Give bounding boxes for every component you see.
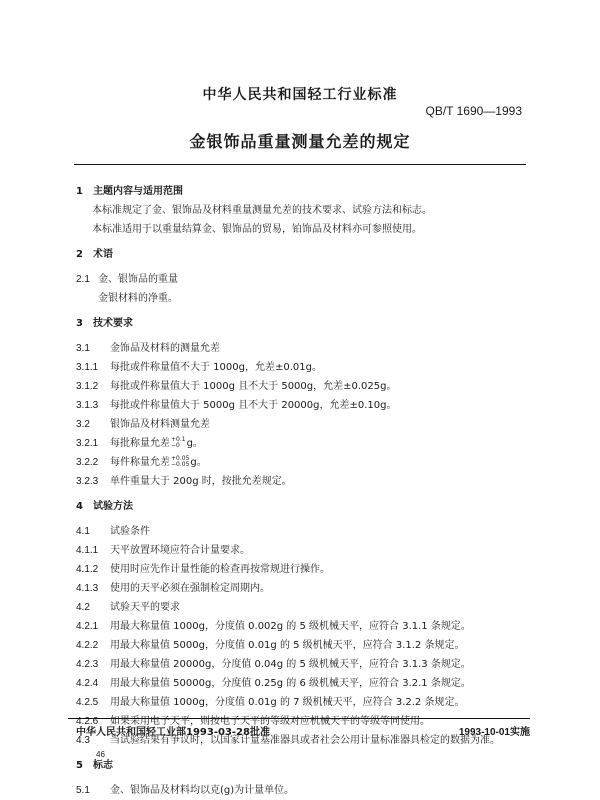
clause-text: 使用的天平必须在强制检定周期内。	[110, 583, 270, 594]
clause-3-2	[76, 415, 528, 434]
clause-4-2-2	[76, 636, 528, 655]
item-number: 3.1.1	[76, 362, 99, 373]
clause-text: 用最大称量值 20000g，分度值 0.04g 的 5 级机械天平，应符合 3.1.3 条规定。	[110, 659, 471, 670]
item-number: 4.2.5	[76, 697, 99, 708]
document-body	[76, 182, 528, 800]
clause-3-2-3	[76, 472, 528, 491]
item-number: 3.2.1	[76, 438, 99, 449]
tolerance-upper: +0.05	[171, 455, 190, 462]
tolerance-stack	[171, 456, 189, 468]
clause-3-2-1	[76, 434, 528, 453]
item-number: 4.2.4	[76, 678, 99, 689]
clause-text: 每批称量允差	[110, 438, 170, 449]
section-1-heading: 1 主题内容与适用范围	[76, 186, 183, 197]
item-number: 4.2	[76, 602, 90, 613]
clause-4-1-1	[76, 541, 528, 560]
clause-4-1-2	[76, 560, 528, 579]
footer-divider	[68, 718, 530, 719]
term-2-1-definition: 金银材料的净重。	[98, 293, 178, 304]
clause-4-2-4	[76, 674, 528, 693]
clause-text: 用最大称量值 1000g，分度值 0.002g 的 5 级机械天平，应符合 3.1.1 条规定。	[110, 621, 471, 632]
clause-3-1	[76, 339, 528, 358]
section-1-paragraph-2: 本标准适用于以重量结算金、银饰品的贸易，铂饰品及材料亦可参照使用。	[92, 224, 422, 235]
item-number: 3.1	[76, 343, 90, 354]
clause-text: 银饰品及材料测量允差	[110, 419, 210, 430]
section-4-heading: 4 试验方法	[76, 501, 133, 512]
clause-text: 每件称量允差	[110, 457, 170, 468]
clause-3-1-2	[76, 377, 528, 396]
clause-text: 每批或件称量值不大于 1000g，允差±0.01g。	[110, 362, 322, 373]
section-5-heading: 5 标志	[76, 760, 113, 771]
clause-text: 用最大称量值 50000g，分度值 0.25g 的 6 级机械天平，应符合 3.2.1 条规定。	[110, 678, 471, 689]
clause-3-1-1	[76, 358, 528, 377]
page-number: 46	[96, 750, 105, 759]
item-number: 4.2.6	[76, 716, 99, 727]
item-number: 4.1	[76, 526, 90, 537]
section-1-paragraph-1: 本标准规定了金、银饰品及材料重量测量允差的技术要求、试验方法和标志。	[92, 205, 432, 216]
industry-standard-title: 中华人民共和国轻工行业标准	[202, 87, 398, 103]
tolerance-lower: −0	[171, 442, 180, 449]
clause-text: 金饰品及材料的测量允差	[110, 343, 220, 354]
tolerance-lower: −0.05	[171, 461, 190, 468]
section-2-heading: 2 术语	[76, 249, 113, 260]
tolerance-upper: +0.1	[171, 436, 186, 443]
unit-text: g。	[186, 438, 203, 449]
unit-text: g。	[190, 457, 207, 468]
item-number: 2.1	[76, 274, 90, 285]
clause-5-1	[76, 781, 528, 800]
item-number: 4.2.2	[76, 640, 99, 651]
item-number: 4.1.2	[76, 564, 99, 575]
clause-text: 使用时应先作计量性能的检查再按常规进行操作。	[110, 564, 330, 575]
item-number: 4.1.3	[76, 583, 99, 594]
clause-text: 试验天平的要求	[110, 602, 180, 613]
item-number: 4.2.1	[76, 621, 99, 632]
item-number: 4.1.1	[76, 545, 99, 556]
tolerance-stack	[171, 437, 186, 449]
item-number: 4.3	[76, 735, 90, 746]
document-title: 金银饰品重量测量允差的规定	[189, 132, 411, 151]
clause-text: 金、银饰品及材料均以克(g)为计量单位。	[110, 785, 295, 796]
clause-text: 用最大称量值 5000g，分度值 0.01g 的 5 级机械天平，应符合 3.1.2 条规定。	[110, 640, 465, 651]
clause-text: 每批或件称量值大于 5000g 且不大于 20000g，允差±0.10g。	[110, 400, 397, 411]
item-number: 3.1.3	[76, 400, 99, 411]
term-text: 金、银饰品的重量	[98, 274, 178, 285]
item-number: 4.2.3	[76, 659, 99, 670]
approval-line: 中华人民共和国轻工业部1993-03-28批准	[76, 727, 270, 738]
clause-4-1	[76, 522, 528, 541]
clause-4-2-3	[76, 655, 528, 674]
section-3-heading: 3 技术要求	[76, 318, 133, 329]
standard-code: QB/T 1690—1993	[425, 104, 522, 118]
clause-4-2-5	[76, 693, 528, 712]
clause-4-2-1	[76, 617, 528, 636]
clause-text: 用最大称量值 1000g，分度值 0.01g 的 7 级机械天平，应符合 3.2.2 条规定。	[110, 697, 465, 708]
item-number: 3.1.2	[76, 381, 99, 392]
clause-text: 单件重量大于 200g 时，按批允差规定。	[110, 476, 292, 487]
clause-text: 每批或件称量值大于 1000g 且不大于 5000g，允差±0.025g。	[110, 381, 397, 392]
clause-text: 试验条件	[110, 526, 150, 537]
item-number: 5.1	[76, 785, 90, 796]
clause-4-2	[76, 598, 528, 617]
clause-3-2-2	[76, 453, 528, 472]
item-number: 3.2	[76, 419, 90, 430]
item-number: 3.2.3	[76, 476, 99, 487]
header-divider	[74, 164, 526, 165]
clause-text: 如果采用电子天平，则按电子天平的等级对应机械天平的等级等同使用。	[110, 716, 430, 727]
clause-4-1-3	[76, 579, 528, 598]
implementation-date: 1993-10-01实施	[458, 727, 530, 738]
clause-text: 天平放置环境应符合计量要求。	[110, 545, 250, 556]
item-number: 3.2.2	[76, 457, 99, 468]
term-2-1	[76, 270, 528, 289]
clause-3-1-3	[76, 396, 528, 415]
clause-text: 当试验结果有争议时，以国家计量基准器具或者社会公用计量标准器具检定的数据为准。	[110, 735, 500, 746]
